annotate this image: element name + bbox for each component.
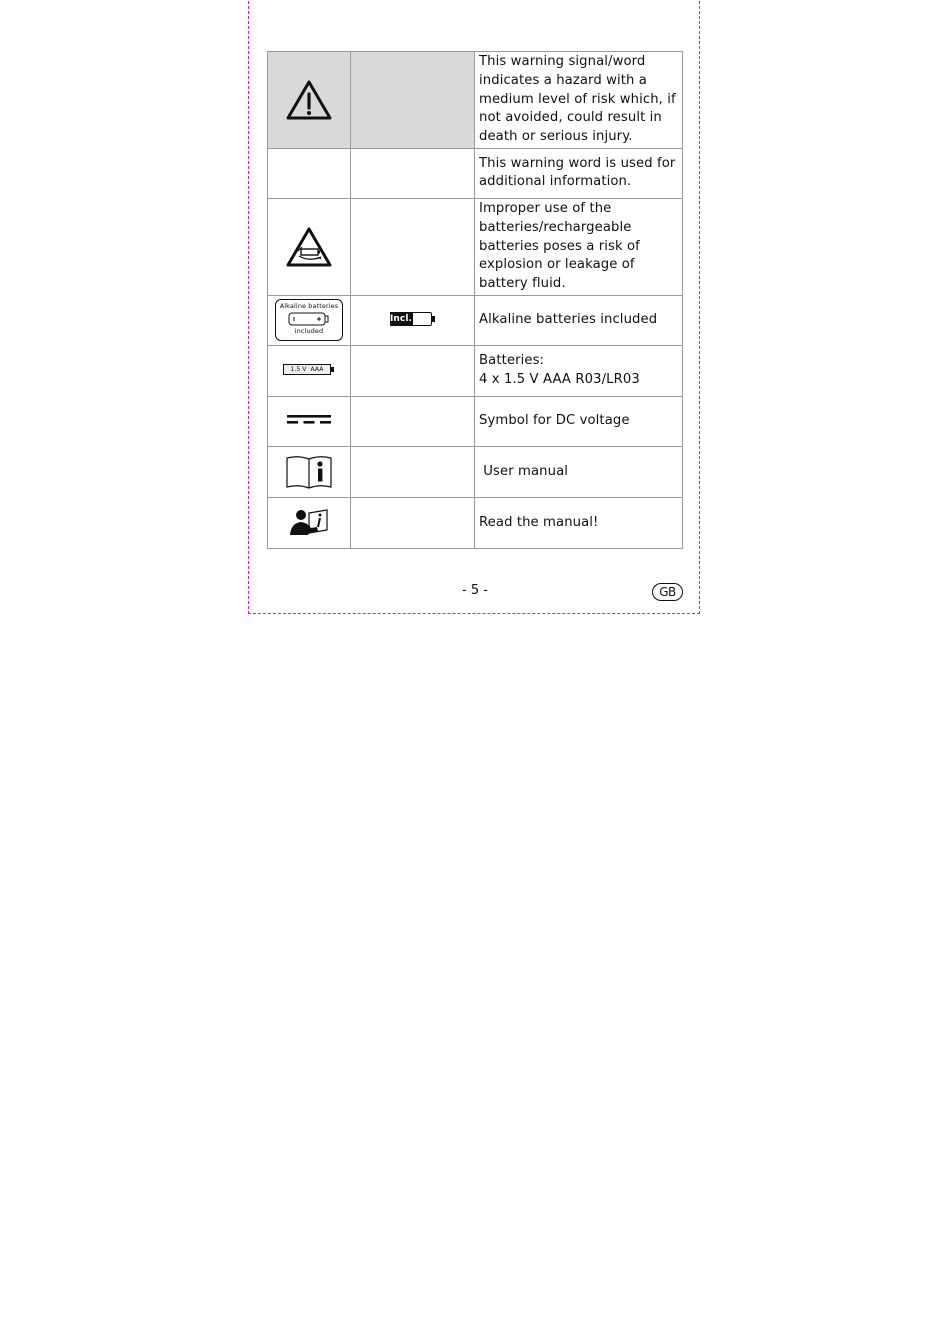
symbol-cell (268, 497, 351, 548)
symbols-table (267, 51, 683, 549)
language-badge: GB (652, 583, 683, 601)
symbol-cell (268, 446, 351, 497)
battery-incl-icon (390, 312, 436, 326)
signal-word-cell (351, 295, 475, 345)
signal-word-cell (351, 497, 475, 548)
description-cell: Read the manual! (475, 497, 683, 548)
alkaline-batteries-included-icon (275, 299, 343, 341)
signal-word-cell (351, 345, 475, 396)
signal-word-cell (351, 198, 475, 295)
table-row (268, 198, 683, 295)
symbol-cell (268, 52, 351, 149)
incl-label: Incl. (389, 314, 413, 325)
table-row (268, 52, 683, 149)
signal-word-cell (351, 396, 475, 446)
signal-word-cell (351, 446, 475, 497)
icon-bottom-label: included (294, 327, 324, 336)
dc-voltage-icon (285, 414, 333, 426)
symbol-cell (268, 148, 351, 198)
symbol-cell (268, 198, 351, 295)
page-number: - 5 - (462, 583, 488, 598)
description-line: 4 x 1.5 V AAA R03/LR03 (479, 371, 640, 387)
description-line: Batteries: (479, 353, 545, 369)
battery-explosion-warning-icon (285, 226, 333, 268)
symbol-cell (268, 295, 351, 345)
icon-top-label: Alkaline batteries (279, 302, 339, 311)
signal-word-cell (351, 148, 475, 198)
description-cell (475, 345, 683, 396)
description-cell: This warning word is used for additional information. (475, 148, 683, 198)
user-manual-book-icon (285, 454, 333, 490)
table-row (268, 148, 683, 198)
description-cell: Improper use of the batteries/rechargeable batteries poses a risk of explosion or leakage of battery fluid. (475, 198, 683, 295)
aaa-battery-icon (283, 364, 335, 375)
warning-triangle-icon (285, 79, 333, 121)
battery-label: 1.5 V AAA (290, 366, 324, 374)
description-cell: Alkaline batteries included (475, 295, 683, 345)
symbol-cell (268, 345, 351, 396)
signal-word-cell (351, 52, 475, 149)
description-cell: User manual (475, 446, 683, 497)
read-manual-icon (287, 507, 331, 539)
table-row (268, 295, 683, 345)
table-row (268, 446, 683, 497)
table-row (268, 497, 683, 548)
battery-icon (287, 311, 331, 327)
description-cell: This warning signal/word indicates a hazard with a medium level of risk which, if not avoided, could result in death or serious injury. (475, 52, 683, 149)
description-cell: Symbol for DC voltage (475, 396, 683, 446)
symbol-cell (268, 396, 351, 446)
table-row (268, 396, 683, 446)
table-row (268, 345, 683, 396)
